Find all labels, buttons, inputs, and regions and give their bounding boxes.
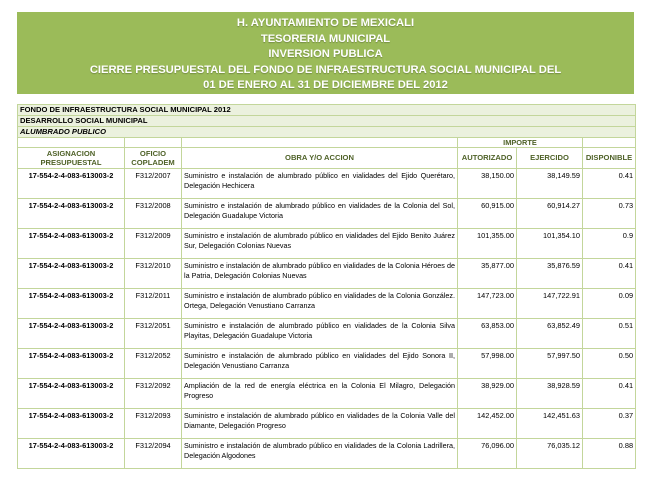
cell-obra: Suministro e instalación de alumbrado público en vialidades de la Colonia Valle del Diamante, Delegación Progreso bbox=[182, 409, 458, 439]
cell-ejercido: 35,876.59 bbox=[517, 259, 583, 289]
header-ejercido: EJERCIDO bbox=[517, 148, 583, 169]
cell-autorizado: 60,915.00 bbox=[458, 199, 517, 229]
cell-disponible: 0.41 bbox=[583, 169, 636, 199]
cell-asignacion: 17-554-2-4-083-613003-2 bbox=[18, 349, 125, 379]
cell-autorizado: 147,723.00 bbox=[458, 289, 517, 319]
section-fondo-row bbox=[18, 105, 636, 116]
header-obra: OBRA Y/O ACCION bbox=[182, 148, 458, 169]
cell-autorizado: 63,853.00 bbox=[458, 319, 517, 349]
cell-obra: Suministro e instalación de alumbrado público en vialidades del Ejido Benito Juárez Sur, Delegación Colonias Nuevas bbox=[182, 229, 458, 259]
cell-ejercido: 60,914.27 bbox=[517, 199, 583, 229]
budget-table bbox=[17, 104, 636, 469]
table-row bbox=[18, 349, 636, 379]
cell-disponible: 0.9 bbox=[583, 229, 636, 259]
cell-disponible: 0.41 bbox=[583, 259, 636, 289]
header-disponible: DISPONIBLE bbox=[583, 148, 636, 169]
importe-header: IMPORTE bbox=[458, 138, 583, 148]
cell-asignacion: 17-554-2-4-083-613003-2 bbox=[18, 259, 125, 289]
cell-obra: Suministro e instalación de alumbrado público en vialidades del Ejido Querétaro, Delegación Hechicera bbox=[182, 169, 458, 199]
header-oficio: OFICIO COPLADEM bbox=[125, 148, 182, 169]
cell-disponible: 0.51 bbox=[583, 319, 636, 349]
section-fondo: FONDO DE INFRAESTRUCTURA SOCIAL MUNICIPAL 2012 bbox=[18, 105, 636, 116]
cell-asignacion: 17-554-2-4-083-613003-2 bbox=[18, 199, 125, 229]
cell-oficio: F312/2009 bbox=[125, 229, 182, 259]
cell-obra: Suministro e instalación de alumbrado público en vialidades de la Colonia Ladrillera, Delegación Algodones bbox=[182, 439, 458, 469]
cell-disponible: 0.50 bbox=[583, 349, 636, 379]
table-row bbox=[18, 259, 636, 289]
title-line-1: H. AYUNTAMIENTO DE MEXICALI bbox=[236, 17, 415, 29]
cell-oficio: F312/2052 bbox=[125, 349, 182, 379]
cell-disponible: 0.73 bbox=[583, 199, 636, 229]
section-programa: ALUMBRADO PUBLICO bbox=[18, 127, 636, 138]
title-line-5: 01 DE ENERO AL 31 DE DICIEMBRE DEL 2012 bbox=[203, 79, 448, 91]
cell-oficio: F312/2010 bbox=[125, 259, 182, 289]
table-row bbox=[18, 439, 636, 469]
cell-autorizado: 76,096.00 bbox=[458, 439, 517, 469]
cell-ejercido: 38,928.59 bbox=[517, 379, 583, 409]
cell-disponible: 0.88 bbox=[583, 439, 636, 469]
table-row bbox=[18, 169, 636, 199]
importe-spacer bbox=[182, 138, 458, 148]
importe-spacer bbox=[583, 138, 636, 148]
cell-oficio: F312/2007 bbox=[125, 169, 182, 199]
section-desarrollo: DESARROLLO SOCIAL MUNICIPAL bbox=[18, 116, 636, 127]
cell-ejercido: 147,722.91 bbox=[517, 289, 583, 319]
header-asignacion: ASIGNACION PRESUPUESTAL bbox=[18, 148, 125, 169]
table-row bbox=[18, 199, 636, 229]
cell-obra: Suministro e instalación de alumbrado público en vialidades del Ejido Sonora II, Delegación Venustiano Carranza bbox=[182, 349, 458, 379]
cell-ejercido: 76,035.12 bbox=[517, 439, 583, 469]
cell-oficio: F312/2008 bbox=[125, 199, 182, 229]
cell-autorizado: 142,452.00 bbox=[458, 409, 517, 439]
table-row bbox=[18, 409, 636, 439]
importe-spacer bbox=[18, 138, 125, 148]
title-line-3: INVERSION PUBLICA bbox=[268, 48, 383, 60]
section-programa-row bbox=[18, 127, 636, 138]
cell-disponible: 0.37 bbox=[583, 409, 636, 439]
column-header-row bbox=[18, 148, 636, 169]
cell-ejercido: 57,997.50 bbox=[517, 349, 583, 379]
cell-disponible: 0.41 bbox=[583, 379, 636, 409]
cell-ejercido: 142,451.63 bbox=[517, 409, 583, 439]
cell-ejercido: 101,354.10 bbox=[517, 229, 583, 259]
cell-oficio: F312/2051 bbox=[125, 319, 182, 349]
table-row bbox=[18, 289, 636, 319]
cell-ejercido: 38,149.59 bbox=[517, 169, 583, 199]
cell-oficio: F312/2094 bbox=[125, 439, 182, 469]
cell-autorizado: 57,998.00 bbox=[458, 349, 517, 379]
table-row bbox=[18, 379, 636, 409]
title-line-4: CIERRE PRESUPUESTAL DEL FONDO DE INFRAESTRUCTURA SOCIAL MUNICIPAL DEL bbox=[89, 63, 562, 76]
cell-oficio: F312/2093 bbox=[125, 409, 182, 439]
cell-asignacion: 17-554-2-4-083-613003-2 bbox=[18, 439, 125, 469]
cell-asignacion: 17-554-2-4-083-613003-2 bbox=[18, 379, 125, 409]
cell-oficio: F312/2092 bbox=[125, 379, 182, 409]
title-banner bbox=[17, 12, 634, 94]
importe-spacer bbox=[125, 138, 182, 148]
cell-oficio: F312/2011 bbox=[125, 289, 182, 319]
table-row bbox=[18, 319, 636, 349]
cell-autorizado: 38,150.00 bbox=[458, 169, 517, 199]
header-autorizado: AUTORIZADO bbox=[458, 148, 517, 169]
cell-obra: Suministro e instalación de alumbrado público en vialidades de la Colonia del Sol, Delegación Guadalupe Victoria bbox=[182, 199, 458, 229]
cell-obra: Suministro e instalación de alumbrado público en vialidades de la Colonia Héroes de la Patria, Delegación Colonias Nuevas bbox=[182, 259, 458, 289]
section-desarrollo-row bbox=[18, 116, 636, 127]
cell-obra: Suministro e instalación de alumbrado público en vialidades de la Colonia Silva Playitas, Delegación Guadalupe Victoria bbox=[182, 319, 458, 349]
title-line-2: TESORERIA MUNICIPAL bbox=[260, 32, 391, 45]
cell-disponible: 0.09 bbox=[583, 289, 636, 319]
table-row bbox=[18, 229, 636, 259]
cell-asignacion: 17-554-2-4-083-613003-2 bbox=[18, 169, 125, 199]
cell-ejercido: 63,852.49 bbox=[517, 319, 583, 349]
cell-asignacion: 17-554-2-4-083-613003-2 bbox=[18, 409, 125, 439]
cell-asignacion: 17-554-2-4-083-613003-2 bbox=[18, 289, 125, 319]
cell-obra: Ampliación de la red de energía eléctrica en la Colonia El Milagro, Delegación Progreso bbox=[182, 379, 458, 409]
cell-autorizado: 101,355.00 bbox=[458, 229, 517, 259]
cell-asignacion: 17-554-2-4-083-613003-2 bbox=[18, 319, 125, 349]
cell-obra: Suministro e instalación de alumbrado público en vialidades de la Colonia González. Ortega, Delegación Venustiano Carranza bbox=[182, 289, 458, 319]
cell-autorizado: 38,929.00 bbox=[458, 379, 517, 409]
cell-asignacion: 17-554-2-4-083-613003-2 bbox=[18, 229, 125, 259]
importe-row bbox=[18, 138, 636, 148]
cell-autorizado: 35,877.00 bbox=[458, 259, 517, 289]
